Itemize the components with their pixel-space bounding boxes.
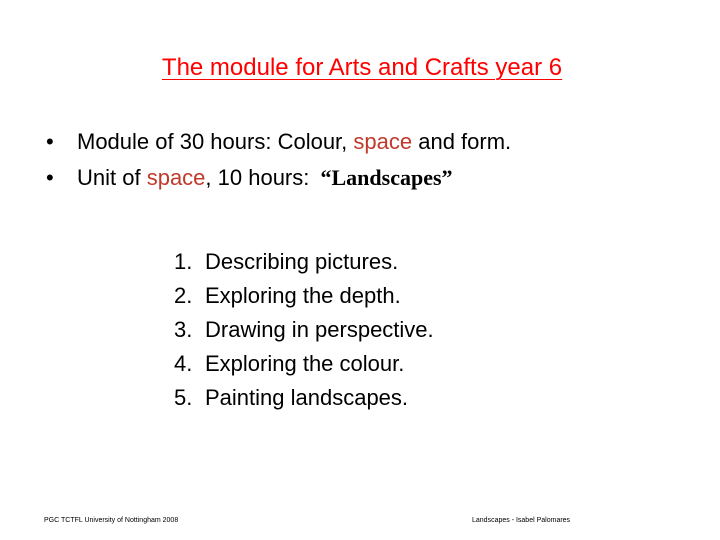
landscapes-title: “Landscapes” — [320, 165, 453, 190]
lesson-number: 2. — [174, 283, 193, 308]
bullet-item-unit — [46, 160, 511, 196]
numbered-lesson-list — [174, 245, 434, 415]
highlight-space: space — [353, 129, 413, 154]
slide-title-text: The module for Arts and Crafts year 6 — [161, 54, 563, 81]
lesson-text: Describing pictures. — [205, 249, 399, 274]
bullet-text-part: Unit of — [77, 165, 147, 190]
lesson-number: 3. — [174, 317, 193, 342]
bullet-marker: • — [46, 165, 54, 190]
bullet-text-part: Module of 30 hours: Colour, — [77, 129, 354, 154]
lesson-text: Painting landscapes. — [205, 385, 409, 410]
lesson-number: 5. — [174, 385, 193, 410]
lesson-text: Exploring the colour. — [205, 351, 405, 376]
lesson-item — [174, 279, 434, 313]
lesson-item — [174, 381, 434, 415]
bullet-text-part: and form. — [412, 129, 512, 154]
bullet-item-module — [46, 124, 511, 160]
bullet-marker: • — [46, 129, 54, 154]
lesson-item — [174, 313, 434, 347]
bullet-text-part: , 10 hours: — [205, 165, 316, 190]
footer-left: PGC TCTFL University of Nottingham 2008 — [44, 517, 179, 524]
footer-right: Landscapes - Isabel Palomares — [472, 517, 571, 524]
lesson-item — [174, 245, 434, 279]
lesson-item — [174, 347, 434, 381]
lesson-text: Exploring the depth. — [205, 283, 401, 308]
bullet-list — [46, 124, 511, 196]
lesson-number: 1. — [174, 249, 193, 274]
highlight-space: space — [146, 165, 206, 190]
lesson-text: Drawing in perspective. — [205, 317, 434, 342]
lesson-number: 4. — [174, 351, 193, 376]
slide-title — [0, 50, 720, 86]
